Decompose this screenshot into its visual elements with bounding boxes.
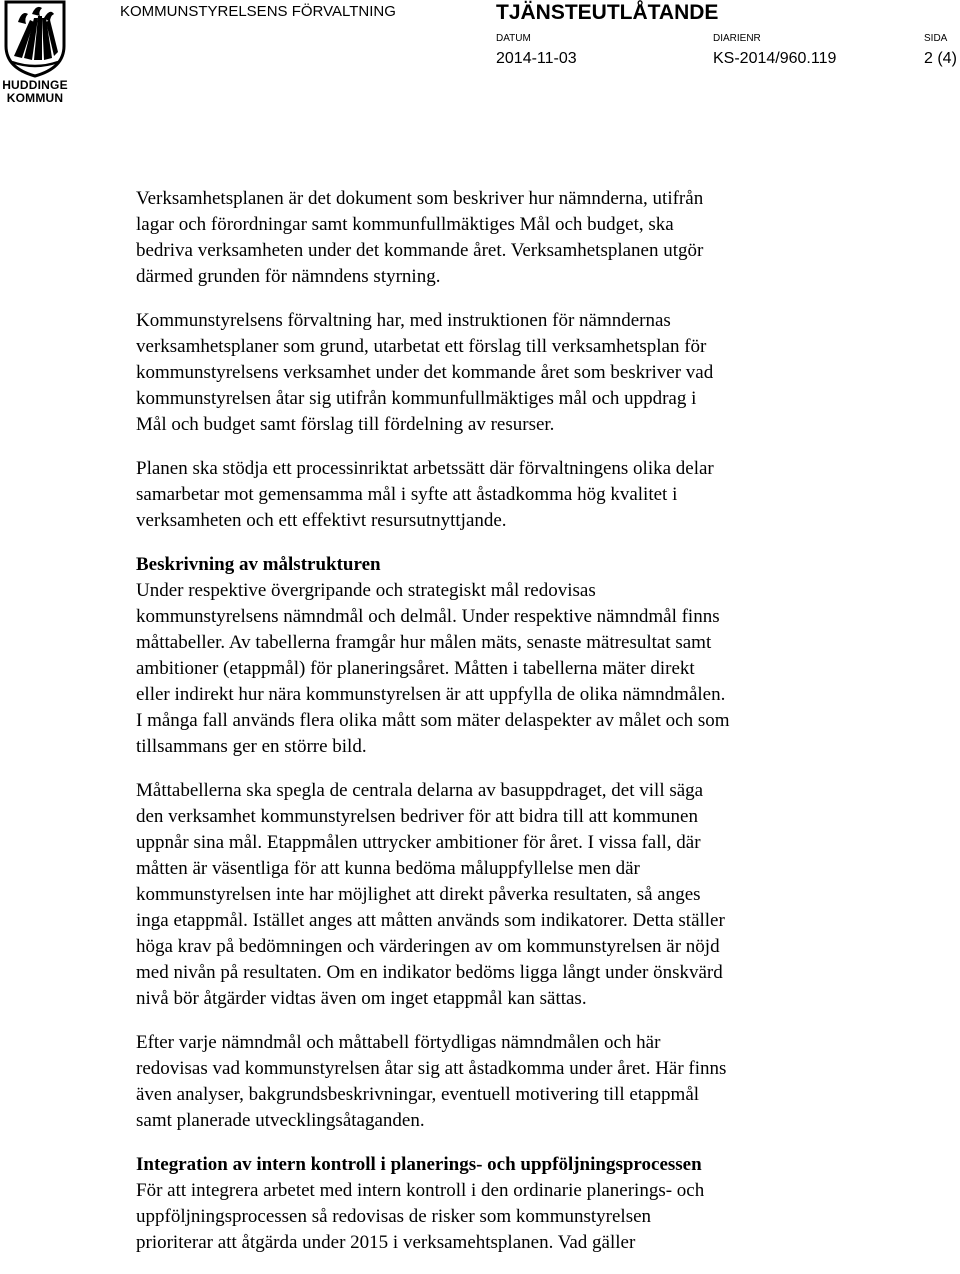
text-line: höga krav på bedömningen och värderingen av om kommunstyrelsen är nöjd bbox=[136, 936, 720, 957]
logo-text bbox=[0, 79, 70, 105]
text-line: måtten är väsentliga för att kunna bedöma måluppfyllelse men där bbox=[136, 858, 640, 879]
logo-text-line: HUDDINGE bbox=[2, 78, 68, 92]
text-line: inga etappmål. Istället anges att måtten används som indikatorer. Detta ställer bbox=[136, 910, 725, 931]
heading-text: Integration av intern kontroll i planerings- och uppföljningsprocessen bbox=[136, 1154, 702, 1175]
page-label: SIDA bbox=[924, 33, 948, 44]
text-line: kommunstyrelsen inte har möjlighet att direkt påverka resultaten, så anges bbox=[136, 884, 701, 905]
text-line: prioriterar att åtgärda under 2015 i verksamehtsplanen. Vad gäller bbox=[136, 1232, 636, 1253]
text-line: lagar och förordningar samt kommunfullmäktiges Mål och budget, ska bbox=[136, 214, 674, 235]
paragraph bbox=[136, 186, 836, 290]
section-heading bbox=[136, 1152, 836, 1178]
text-line: Under respektive övergripande och strategiskt mål redovisas bbox=[136, 580, 596, 601]
text-line: verksamheten och ett effektivt resursutnyttjande. bbox=[136, 510, 507, 531]
text-line: ambitioner (etappmål) för planeringsåret. Måtten i tabellerna mäter direkt bbox=[136, 658, 695, 679]
text-line: med nivån på resultaten. Om en indikator bedöms ligga långt under önskvärd bbox=[136, 962, 723, 983]
huddinge-logo bbox=[0, 0, 70, 110]
text-line: nivå bör åtgärder vidtas även om inget etappmål kan sättas. bbox=[136, 988, 587, 1009]
paragraph bbox=[136, 578, 836, 760]
logo-text-line: KOMMUN bbox=[6, 91, 64, 105]
text-line: Måttabellerna ska spegla de centrala delarna av basuppdraget, det vill säga bbox=[136, 780, 704, 801]
paragraph bbox=[136, 1030, 836, 1134]
shield-emblem-icon bbox=[0, 0, 70, 78]
document-type: TJÄNSTEUTLÅTANDE bbox=[496, 1, 719, 24]
page-value: 2 (4) bbox=[924, 50, 957, 67]
section-heading bbox=[136, 552, 836, 578]
text-line: därmed grunden för nämndens styrning. bbox=[136, 266, 441, 287]
text-line: uppföljningsprocessen så redovisas de risker som kommunstyrelsen bbox=[136, 1206, 652, 1227]
text-line: Verksamhetsplanen är det dokument som beskriver hur nämnderna, utifrån bbox=[136, 188, 704, 209]
date-label: DATUM bbox=[496, 33, 531, 44]
paragraph bbox=[136, 308, 836, 438]
text-line: kommunstyrelsens verksamhet under det kommande året som beskriver vad bbox=[136, 362, 714, 383]
text-line: den verksamhet kommunstyrelsen bedriver för att bidra till att kommunen bbox=[136, 806, 698, 827]
heading-text: Beskrivning av målstrukturen bbox=[136, 554, 381, 575]
department-name: KOMMUNSTYRELSENS FÖRVALTNING bbox=[120, 3, 396, 20]
text-line: samarbetar mot gemensamma mål i syfte att åstadkomma hög kvalitet i bbox=[136, 484, 678, 505]
text-line: verksamhetsplaner som grund, utarbetat ett förslag till verksamhetsplan för bbox=[136, 336, 707, 357]
text-line: måttabeller. Av tabellerna framgår hur målen mäts, senaste mätresultat samt bbox=[136, 632, 712, 653]
paragraph bbox=[136, 778, 836, 1012]
document-body bbox=[136, 186, 836, 1256]
text-line: kommunstyrelsen åtar sig utifrån kommunfullmäktiges mål och uppdrag i bbox=[136, 388, 697, 409]
text-line: Kommunstyrelsens förvaltning har, med instruktionen för nämndernas bbox=[136, 310, 671, 331]
text-line: I många fall används flera olika mått som mäter delaspekter av målet och som bbox=[136, 710, 730, 731]
text-line: bedriva verksamheten under det kommande året. Verksamhetsplanen utgör bbox=[136, 240, 704, 261]
text-line: kommunstyrelsens nämndmål och delmål. Under respektive nämndmål finns bbox=[136, 606, 720, 627]
diarie-value: KS-2014/960.119 bbox=[713, 50, 837, 67]
diarie-label: DIARIENR bbox=[713, 33, 761, 44]
paragraph bbox=[136, 456, 836, 534]
text-line: även analyser, bakgrundsbeskrivningar, eventuell motivering till etappmål bbox=[136, 1084, 700, 1105]
text-line: Mål och budget samt förslag till fördelning av resurser. bbox=[136, 414, 555, 435]
text-line: redovisas vad kommunstyrelsen åtar sig att åstadkomma under året. Här finns bbox=[136, 1058, 727, 1079]
text-line: uppnår sina mål. Etappmålen uttrycker ambitioner för året. I vissa fall, där bbox=[136, 832, 701, 853]
text-line: eller indirekt hur nära kommunstyrelsen är att uppfylla de olika nämndmålen. bbox=[136, 684, 726, 705]
text-line: Planen ska stödja ett processinriktat arbetssätt där förvaltningens olika delar bbox=[136, 458, 714, 479]
text-line: samt planerade utvecklingsåtaganden. bbox=[136, 1110, 425, 1131]
paragraph bbox=[136, 1178, 836, 1256]
date-value: 2014-11-03 bbox=[496, 50, 577, 67]
text-line: För att integrera arbetet med intern kontroll i den ordinarie planerings- och bbox=[136, 1180, 705, 1201]
text-line: Efter varje nämndmål och måttabell förtydligas nämndmålen och här bbox=[136, 1032, 661, 1053]
text-line: tillsammans ger en större bild. bbox=[136, 736, 367, 757]
